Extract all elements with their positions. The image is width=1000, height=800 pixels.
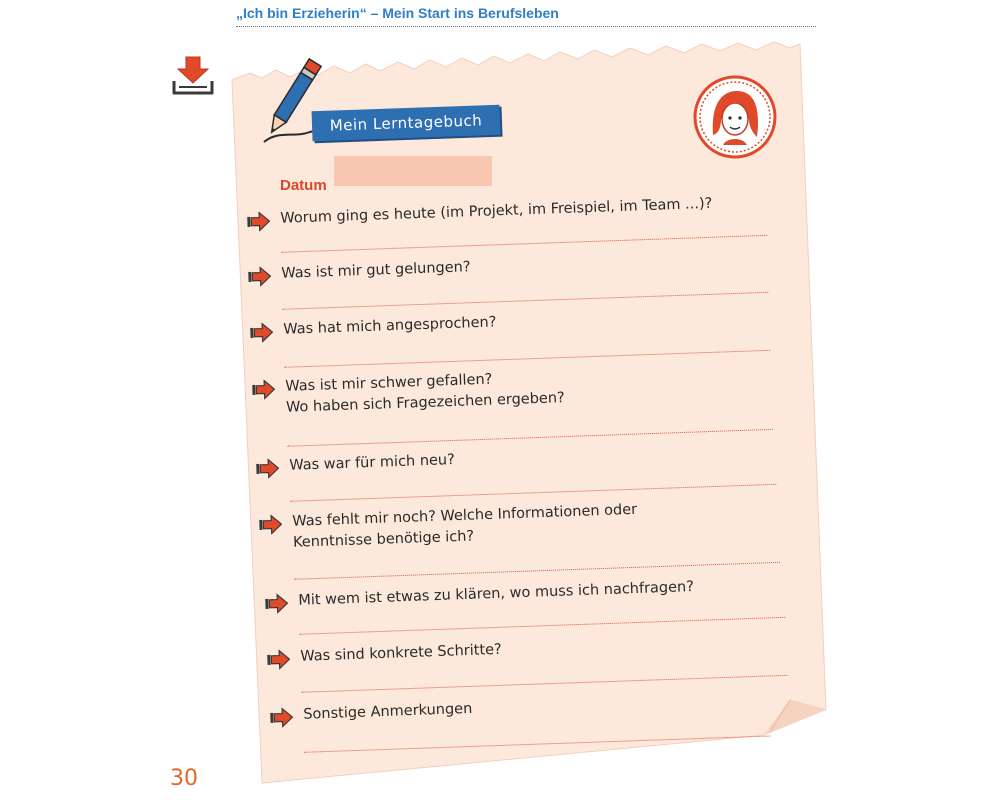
arrow-right-icon <box>247 266 272 287</box>
question-line: Was hat mich angesprochen? <box>283 314 497 338</box>
arrow-right-icon <box>251 379 276 400</box>
question-line: Worum ging es heute (im Projekt, im Freispiel, im Team ...)? <box>280 195 713 227</box>
question-line: Was sind konkrete Schritte? <box>300 641 503 665</box>
question-line: Mit wem ist etwas zu klären, wo muss ich nachfragen? <box>298 578 695 609</box>
arrow-right-icon <box>264 593 289 614</box>
running-title: „Ich bin Erzieherin“ – Mein Start ins Berufsleben <box>236 5 559 21</box>
arrow-right-icon <box>269 707 294 728</box>
arrow-right-icon <box>255 458 280 479</box>
girl-portrait-icon <box>693 75 777 159</box>
question-line: Was fehlt mir noch? Welche Informationen oder <box>292 501 638 530</box>
question-line: Was ist mir schwer gefallen? <box>285 371 493 395</box>
date-label: Datum <box>280 177 327 194</box>
page-number: 30 <box>170 766 198 791</box>
date-input-field[interactable] <box>334 156 492 186</box>
arrow-right-icon <box>246 211 271 232</box>
question-line: Kenntnisse benötige ich? <box>292 528 475 551</box>
arrow-right-icon <box>266 649 291 670</box>
question-line: Sonstige Anmerkungen <box>303 700 473 723</box>
worksheet-title: Mein Lerntagebuch <box>329 111 483 135</box>
question-line: Was war für mich neu? <box>289 452 456 474</box>
question-line: Wo haben sich Fragezeichen ergeben? <box>285 390 565 416</box>
arrow-right-icon <box>258 514 283 535</box>
question-line: Was ist mir gut gelungen? <box>281 259 471 282</box>
arrow-right-icon <box>249 322 274 343</box>
